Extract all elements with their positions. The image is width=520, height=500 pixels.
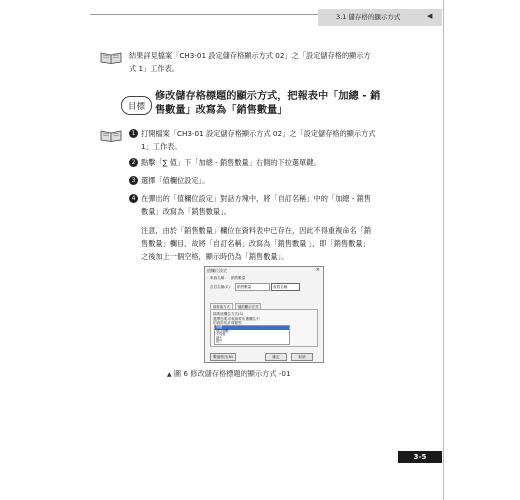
goal-badge: 目標 — [121, 96, 152, 115]
cancel-button[interactable]: 取消 — [291, 353, 313, 361]
note-text: 注意，由於「銷售數量」欄位在資料表中已存在，因此不得重複命名「銷 售數量」欄目，故將「自訂名稱」改寫為「銷售數量 」，即「銷售數量」 之後加上一個空格，顯示時仍為「銷售數量」。 — [141, 226, 372, 261]
calculation-list[interactable] — [214, 325, 290, 345]
intro-text: 結果詳見檔案「CH3-01 設定儲存格顯示方式 02」之「設定儲存格的顯示方 式 1」工作表。 — [129, 51, 371, 73]
goal-heading: 修改儲存格標題的顯示方式，把報表中「加總 - 銷 售數量」改寫為「銷售數量」 — [155, 91, 381, 116]
book-icon — [100, 128, 122, 142]
value-field-settings-dialog — [204, 266, 324, 363]
step-2-number: 2 — [129, 158, 138, 167]
tab-summarize-by[interactable]: 摘要值方式 — [210, 303, 233, 310]
list-item[interactable]: 最大 — [216, 335, 223, 340]
step-1-text: 打開檔案「CH3-01 設定儲存格顯示方式 02」之「設定儲存格的顯示方式 1」工作表。 — [141, 129, 376, 151]
summarize-desc-1: 選擇您要用來摘要所選欄位中 — [213, 317, 260, 321]
caption-marker: ▲ — [167, 371, 172, 378]
close-icon[interactable]: × — [315, 267, 320, 273]
caption-text: 圖 6 修改儲存格標題的顯示方式 -01 — [173, 369, 291, 378]
dialog-title: 值欄位設定 — [207, 268, 227, 273]
margin-rule — [443, 0, 444, 500]
ok-button[interactable]: 確定 — [265, 353, 287, 361]
step-4-text: 在彈出的「值欄位設定」對話方塊中，將「自訂名稱」中的「加總 - 銷售 數量」改寫為「銷售數量」。 — [141, 194, 371, 216]
tab-show-values-as[interactable]: 值的顯示方式 — [235, 303, 261, 310]
step-3-number: 3 — [129, 176, 138, 185]
section-title: 3.1 儲存格的顯示方式 — [336, 13, 401, 21]
number-format-button[interactable]: 數值格式(N) — [210, 353, 236, 361]
source-name-label: 來源名稱： — [210, 276, 228, 280]
summarize-label: 摘要值欄位方式(S) — [213, 312, 244, 316]
summarize-panel — [210, 309, 318, 347]
summarize-desc-2: 的資料的計算類型 — [213, 321, 242, 325]
step-3-text: 選擇「值欄位設定」。 — [141, 176, 210, 185]
rename-callout: 改寫名稱 — [271, 283, 300, 291]
list-item[interactable]: 加總 — [215, 326, 289, 330]
header-marker: ◀ — [427, 12, 433, 20]
source-name-value: 銷售數量 — [231, 276, 246, 280]
step-2-text: 點擊「∑ 值」下「加總 - 銷售數量」右側的下拉選單鍵。 — [141, 158, 321, 167]
page-number: 3-5 — [398, 451, 442, 463]
list-item[interactable]: 項目個數 — [216, 328, 229, 333]
list-item[interactable]: 最小 — [216, 339, 223, 344]
step-4-number: 4 — [129, 194, 138, 203]
figure-caption — [167, 369, 291, 379]
custom-name-label: 自訂名稱(C)： — [210, 285, 234, 289]
book-icon — [100, 50, 122, 64]
list-item[interactable]: 平均值 — [216, 332, 226, 337]
custom-name-input[interactable]: 銷售數量 — [235, 283, 270, 291]
step-1-number: 1 — [129, 129, 138, 138]
